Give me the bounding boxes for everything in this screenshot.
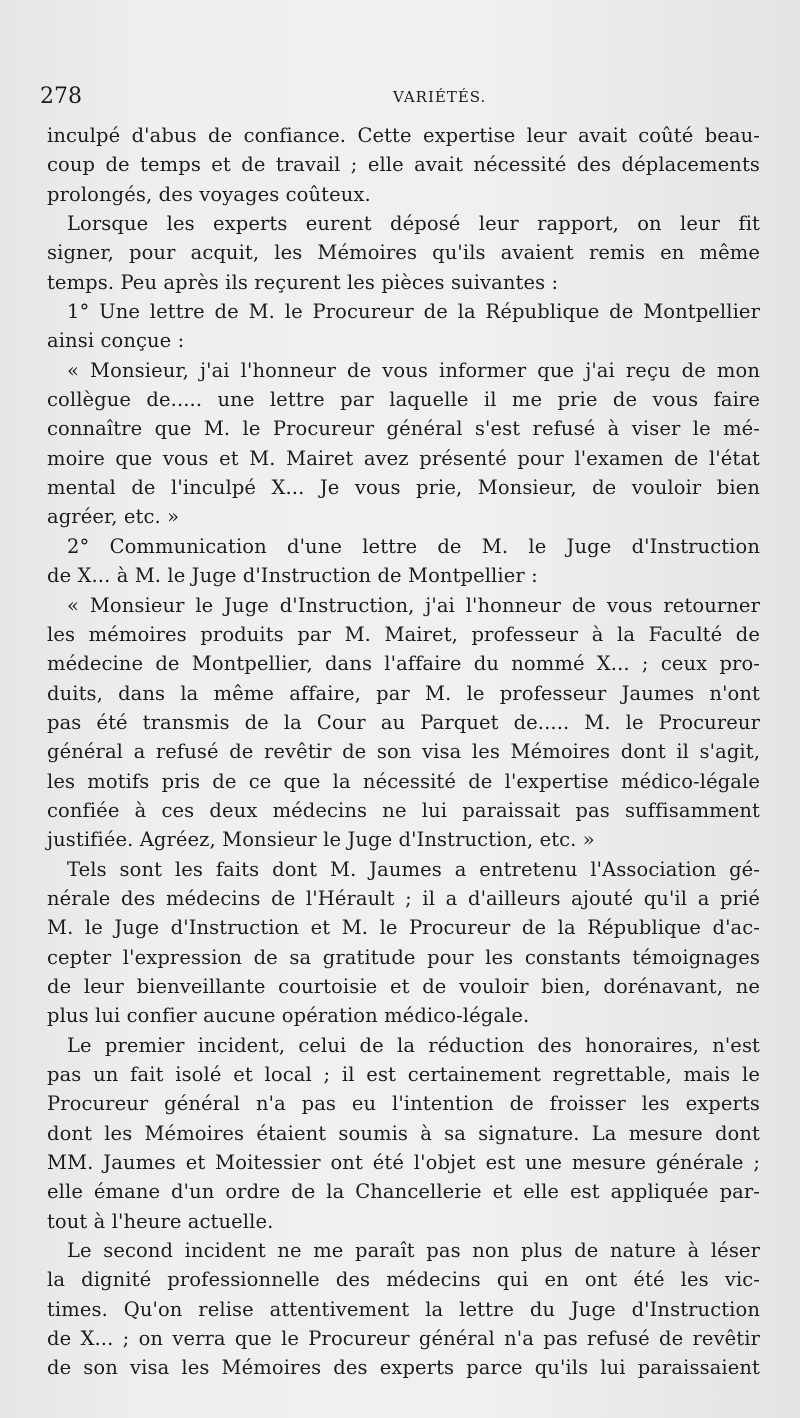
text-line: ainsi conçue :	[47, 329, 185, 353]
text-line: 1° Une lettre de M. le Procureur de la République de Montpellier	[67, 300, 760, 324]
text-line: de X... à M. le Juge d'Instruction de Montpellier :	[47, 564, 538, 588]
text-line: Le second incident ne me paraît pas non plus de nature à léser	[67, 1239, 760, 1263]
text-line: M. le Juge d'Instruction et M. le Procureur de la République d'ac-	[47, 916, 760, 940]
text-line: de X... ; on verra que le Procureur général n'a pas refusé de revêtir	[47, 1327, 760, 1351]
text-line: times. Qu'on relise attentivement la lettre du Juge d'Instruction	[47, 1297, 760, 1321]
text-line: MM. Jaumes et Moitessier ont été l'objet est une mesure générale ;	[47, 1151, 760, 1175]
text-line: de leur bienveillante courtoisie et de vouloir bien, dorénavant, ne	[47, 974, 760, 998]
text-line: général a refusé de revêtir de son visa les Mémoires dont il s'agit,	[47, 740, 760, 764]
text-line: connaître que M. le Procureur général s'est refusé à viser le mé-	[47, 417, 760, 441]
text-line: « Monsieur le Juge d'Instruction, j'ai l'honneur de vous retourner	[67, 593, 760, 617]
text-line: plus lui confier aucune opération médico-légale.	[47, 1004, 530, 1028]
page-number: 278	[40, 84, 82, 109]
text-line: dont les Mémoires étaient soumis à sa signature. La mesure dont	[47, 1121, 760, 1145]
text-line: pas un fait isolé et local ; il est certainement regrettable, mais le	[47, 1063, 760, 1086]
body-text	[47, 121, 760, 1383]
text-line: nérale des médecins de l'Hérault ; il a d'ailleurs ajouté qu'il a prié	[47, 886, 760, 910]
text-line: « Monsieur, j'ai l'honneur de vous informer que j'ai reçu de mon	[67, 358, 760, 382]
text-line: elle émane d'un ordre de la Chancellerie et elle est appliquée par-	[47, 1180, 760, 1204]
text-line: les mémoires produits par M. Mairet, professeur à la Faculté de	[47, 622, 760, 646]
text-line: duits, dans la même affaire, par M. le professeur Jaumes n'ont	[47, 681, 760, 705]
text-line: les motifs pris de ce que la nécessité de l'expertise médico-légale	[47, 769, 760, 793]
text-line: agréer, etc. »	[47, 505, 180, 529]
running-title: VARIÉTÉS.	[393, 88, 487, 106]
text-line: 2° Communication d'une lettre de M. le Juge d'Instruction	[67, 534, 760, 558]
text-line: coup de temps et de travail ; elle avait nécessité des déplacements	[47, 153, 760, 177]
text-line: Tels sont les faits dont M. Jaumes a entretenu l'Association gé-	[67, 857, 760, 881]
text-line: de son visa les Mémoires des experts parce qu'ils lui paraissaient	[47, 1356, 760, 1380]
text-line: moire que vous et M. Mairet avez présenté pour l'examen de l'état	[47, 446, 760, 470]
text-line: Procureur général n'a pas eu l'intention de froisser les experts	[47, 1092, 760, 1116]
text-line: prolongés, des voyages coûteux.	[47, 182, 371, 206]
page-header	[40, 84, 760, 114]
text-line: Lorsque les experts eurent déposé leur rapport, on leur fit	[67, 212, 760, 236]
text-line: médecine de Montpellier, dans l'affaire du nommé X... ; ceux pro-	[47, 652, 760, 676]
text-line: pas été transmis de la Cour au Parquet de..... M. le Procureur	[47, 710, 760, 734]
text-line: mental de l'inculpé X... Je vous prie, Monsieur, de vouloir bien	[47, 476, 760, 500]
text-line: signer, pour acquit, les Mémoires qu'ils avaient remis en même	[47, 241, 760, 265]
text-line: cepter l'expression de sa gratitude pour les constants témoignages	[47, 945, 760, 969]
text-line: confiée à ces deux médecins ne lui paraissait pas suffisamment	[47, 798, 760, 822]
text-line: collègue de..... une lettre par laquelle il me prie de vous faire	[47, 388, 760, 412]
text-line: tout à l'heure actuelle.	[47, 1209, 274, 1233]
text-line: inculpé d'abus de confiance. Cette expertise leur avait coûté beau-	[47, 124, 760, 147]
text-line: justifiée. Agréez, Monsieur le Juge d'Instruction, etc. »	[47, 828, 595, 852]
text-line: temps. Peu après ils reçurent les pièces suivantes :	[47, 270, 559, 294]
text-line: Le premier incident, celui de la réduction des honoraires, n'est	[67, 1033, 760, 1057]
text-line: la dignité professionnelle des médecins qui en ont été les vic-	[47, 1268, 760, 1292]
